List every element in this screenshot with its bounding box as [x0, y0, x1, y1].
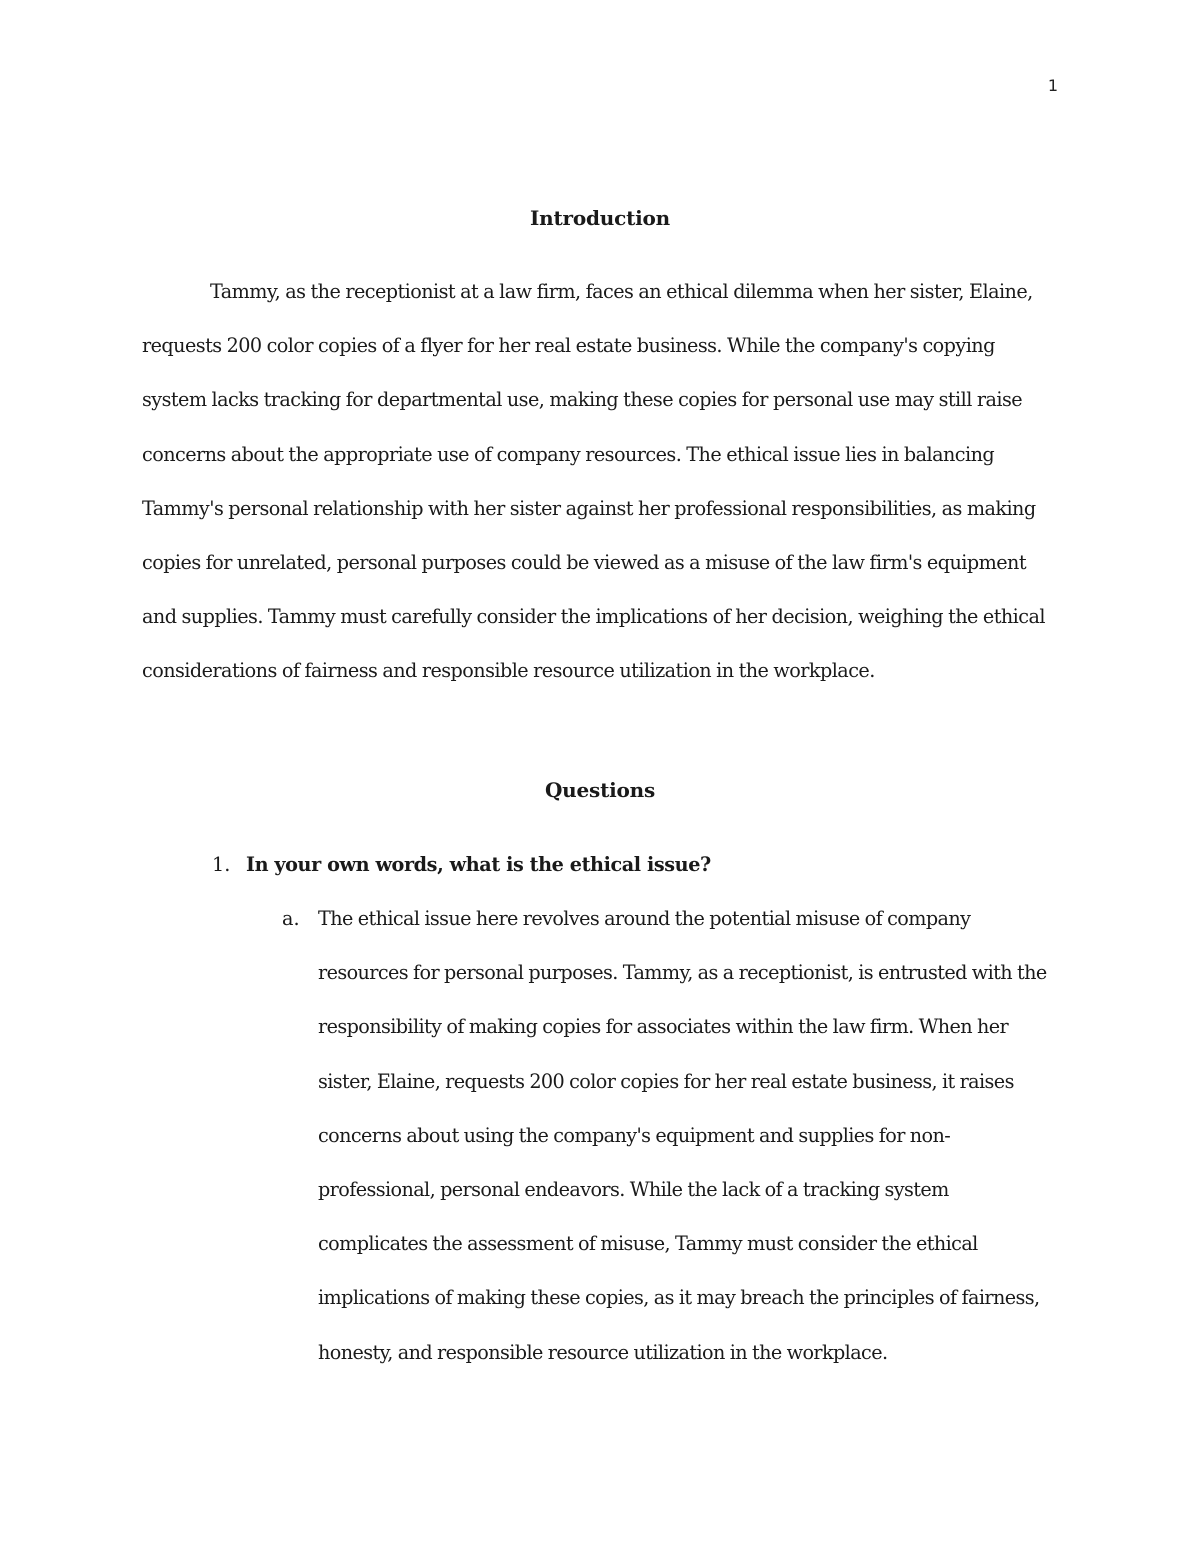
answer-letter: a. — [282, 907, 300, 930]
answer-text: The ethical issue here revolves around the potential misuse of company resources for personal purposes. Tammy, as a receptionist, is entrusted with the responsibility of making copies for associates within the law firm. When her sister, Elaine, requests 200 color copies for her real estate business, it raises concerns about using the company's equipment and supplies for non-professional, personal endeavors. While the lack of a tracking system complicates the assessment of misuse, Tammy must consider the ethical implications of making these copies, as it may breach the principles of fairness, honesty, and responsible resource utilization in the workplace. — [318, 907, 1047, 1364]
question-text: In your own words, what is the ethical issue? — [246, 853, 711, 876]
questions-heading: Questions — [544, 778, 656, 802]
introduction-heading: Introduction — [529, 206, 671, 230]
question-number: 1. — [212, 853, 231, 876]
introduction-paragraph: Tammy, as the receptionist at a law firm, faces an ethical dilemma when her sister, Elaine, requests 200 color copies of a flyer for her real estate business. While the company's copying system lacks tracking for departmental use, making these copies for personal use may still raise concerns about the appropriate use of company resources. The ethical issue lies in balancing Tammy's personal relationship with her sister against her professional responsibilities, as making copies for unrelated, personal purposes could be viewed as a misuse of the law firm's equipment and supplies. Tammy must carefully consider the implications of her decision, weighing the ethical considerations of fairness and responsible resource utilization in the workplace. — [142, 280, 1045, 683]
page-number: 1 — [1047, 76, 1058, 95]
